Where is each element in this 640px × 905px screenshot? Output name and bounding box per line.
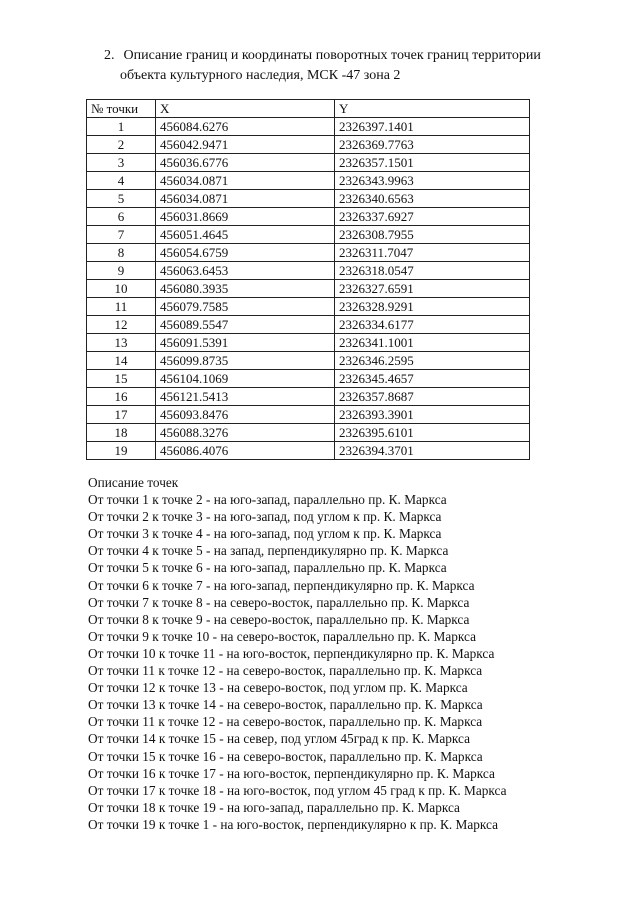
table-row — [87, 370, 530, 388]
point-number-cell: 9 — [87, 262, 156, 280]
table-row — [87, 118, 530, 136]
section-number: 2. — [104, 48, 115, 63]
table-row — [87, 262, 530, 280]
point-number-cell: 4 — [87, 172, 156, 190]
y-cell: 2326346.2595 — [335, 352, 530, 370]
x-cell: 456080.3935 — [156, 280, 335, 298]
x-cell: 456089.5547 — [156, 316, 335, 334]
points-description — [88, 474, 608, 833]
y-cell: 2326327.6591 — [335, 280, 530, 298]
description-line: От точки 13 к точке 14 - на северо-восток, параллельно пр. К. Маркса — [88, 697, 483, 713]
point-number-cell: 14 — [87, 352, 156, 370]
point-number-cell: 8 — [87, 244, 156, 262]
x-cell: 456034.0871 — [156, 172, 335, 190]
table-row — [87, 406, 530, 424]
y-cell: 2326393.3901 — [335, 406, 530, 424]
table-row — [87, 280, 530, 298]
x-cell: 456054.6759 — [156, 244, 335, 262]
table-row — [87, 442, 530, 460]
table-row — [87, 136, 530, 154]
table-row — [87, 388, 530, 406]
table-row — [87, 190, 530, 208]
header-y: Y — [335, 100, 530, 118]
y-cell: 2326343.9963 — [335, 172, 530, 190]
description-line: От точки 16 к точке 17 - на юго-восток, перпендикулярно пр. К. Маркса — [88, 765, 495, 781]
description-line: От точки 11 к точке 12 - на северо-восток, параллельно пр. К. Маркса — [88, 663, 483, 679]
description-title: Описание точек — [88, 475, 179, 490]
x-cell: 456104.1069 — [156, 370, 335, 388]
table-row — [87, 316, 530, 334]
y-cell: 2326328.9291 — [335, 298, 530, 316]
table-row — [87, 424, 530, 442]
description-line: От точки 5 к точке 6 - на юго-запад, параллельно пр. К. Маркса — [88, 560, 447, 576]
description-line: От точки 9 к точке 10 - на северо-восток, параллельно пр. К. Маркса — [88, 628, 477, 644]
description-line: От точки 18 к точке 19 - на юго-запад, параллельно пр. К. Маркса — [88, 799, 460, 815]
table-body — [87, 118, 530, 460]
x-cell: 456063.6453 — [156, 262, 335, 280]
point-number-cell: 6 — [87, 208, 156, 226]
y-cell: 2326308.7955 — [335, 226, 530, 244]
description-line: От точки 11 к точке 12 - на северо-восток, параллельно пр. К. Маркса — [88, 714, 483, 730]
y-cell: 2326345.4657 — [335, 370, 530, 388]
point-number-cell: 2 — [87, 136, 156, 154]
x-cell: 456031.8669 — [156, 208, 335, 226]
x-cell: 456088.3276 — [156, 424, 335, 442]
table-row — [87, 226, 530, 244]
point-number-cell: 12 — [87, 316, 156, 334]
header-point-number: № точки — [87, 100, 156, 118]
x-cell: 456099.8735 — [156, 352, 335, 370]
y-cell: 2326311.7047 — [335, 244, 530, 262]
x-cell: 456051.4645 — [156, 226, 335, 244]
table-header-row — [87, 100, 530, 118]
table-row — [87, 298, 530, 316]
description-line: От точки 10 к точке 11 - на юго-восток, перпендикулярно пр. К. Маркса — [88, 645, 495, 661]
description-line: От точки 7 к точке 8 - на северо-восток, параллельно пр. К. Маркса — [88, 594, 470, 610]
y-cell: 2326369.7763 — [335, 136, 530, 154]
description-line: От точки 17 к точке 18 - на юго-восток, под углом 45 град к пр. К. Маркса — [88, 782, 507, 798]
description-line: От точки 2 к точке 3 - на юго-запад, под углом к пр. К. Маркса — [88, 509, 442, 525]
point-number-cell: 19 — [87, 442, 156, 460]
table-row — [87, 244, 530, 262]
description-line: От точки 4 к точке 5 - на запад, перпендикулярно пр. К. Маркса — [88, 543, 449, 559]
point-number-cell: 3 — [87, 154, 156, 172]
description-line: От точки 8 к точке 9 - на северо-восток, параллельно пр. К. Маркса — [88, 611, 470, 627]
header-x: X — [156, 100, 335, 118]
y-cell: 2326337.6927 — [335, 208, 530, 226]
table-row — [87, 352, 530, 370]
section-heading — [104, 46, 574, 86]
x-cell: 456079.7585 — [156, 298, 335, 316]
description-line: От точки 14 к точке 15 - на север, под углом 45град к пр. К. Маркса — [88, 731, 470, 747]
description-line: От точки 12 к точке 13 - на северо-восток, под углом пр. К. Маркса — [88, 680, 468, 696]
y-cell: 2326318.0547 — [335, 262, 530, 280]
y-cell: 2326341.1001 — [335, 334, 530, 352]
description-line: От точки 1 к точке 2 - на юго-запад, параллельно пр. К. Маркса — [88, 492, 447, 508]
point-number-cell: 11 — [87, 298, 156, 316]
description-line: От точки 6 к точке 7 - на юго-запад, перпендикулярно пр. К. Маркса — [88, 577, 475, 593]
description-lines — [88, 491, 608, 833]
point-number-cell: 13 — [87, 334, 156, 352]
heading-line-2: объекта культурного наследия, МСК -47 зона 2 — [120, 68, 401, 83]
description-line: От точки 15 к точке 16 - на северо-восток, параллельно пр. К. Маркса — [88, 748, 483, 764]
point-number-cell: 7 — [87, 226, 156, 244]
point-number-cell: 17 — [87, 406, 156, 424]
x-cell: 456091.5391 — [156, 334, 335, 352]
point-number-cell: 16 — [87, 388, 156, 406]
point-number-cell: 15 — [87, 370, 156, 388]
x-cell: 456042.9471 — [156, 136, 335, 154]
coordinates-table — [86, 99, 530, 460]
table-row — [87, 208, 530, 226]
table-row — [87, 154, 530, 172]
y-cell: 2326397.1401 — [335, 118, 530, 136]
table-row — [87, 334, 530, 352]
y-cell: 2326357.8687 — [335, 388, 530, 406]
description-line: От точки 19 к точке 1 - на юго-восток, перпендикулярно к пр. К. Маркса — [88, 816, 499, 832]
description-line: От точки 3 к точке 4 - на юго-запад, под углом к пр. К. Маркса — [88, 526, 442, 542]
x-cell: 456086.4076 — [156, 442, 335, 460]
x-cell: 456036.6776 — [156, 154, 335, 172]
point-number-cell: 1 — [87, 118, 156, 136]
y-cell: 2326394.3701 — [335, 442, 530, 460]
point-number-cell: 10 — [87, 280, 156, 298]
heading-line-1: Описание границ и координаты поворотных точек границ территории — [123, 48, 541, 63]
point-number-cell: 5 — [87, 190, 156, 208]
x-cell: 456084.6276 — [156, 118, 335, 136]
table-row — [87, 172, 530, 190]
y-cell: 2326340.6563 — [335, 190, 530, 208]
x-cell: 456121.5413 — [156, 388, 335, 406]
y-cell: 2326334.6177 — [335, 316, 530, 334]
y-cell: 2326357.1501 — [335, 154, 530, 172]
x-cell: 456034.0871 — [156, 190, 335, 208]
point-number-cell: 18 — [87, 424, 156, 442]
y-cell: 2326395.6101 — [335, 424, 530, 442]
x-cell: 456093.8476 — [156, 406, 335, 424]
